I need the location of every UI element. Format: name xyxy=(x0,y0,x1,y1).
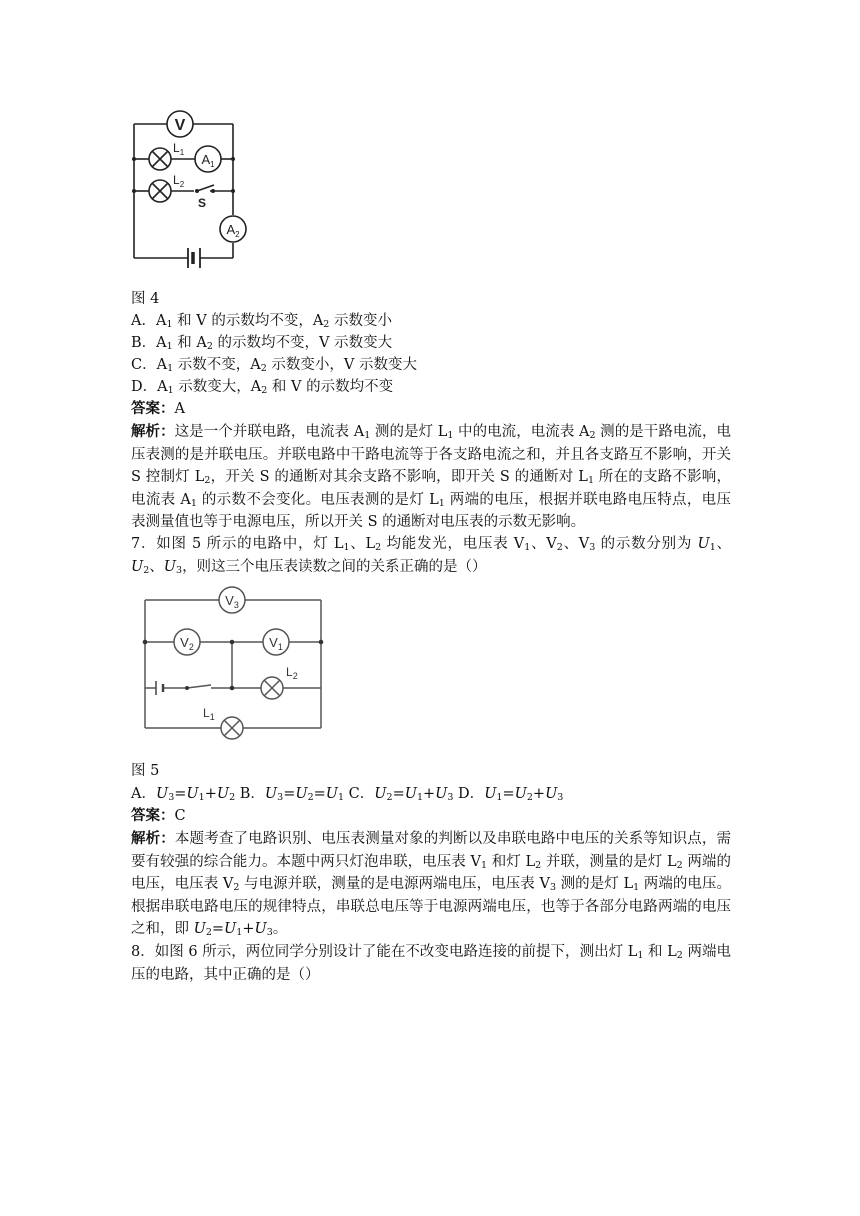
q7-analysis: 解析：本题考查了电路识别、电压表测量对象的判断以及串联电路中电压的关系等知识点，需要有较强的综合能力。本题中两只灯泡串联，电压表 $V_1$ 和灯 $L_2$ 并联，测量的是灯 $L_2$ 两端的电压，电压表 $V_2$ 与电源并联，测量的是电源两端电压，电压表 $V_3$ 测的是灯 $L_1$ 两端的电压。根据串联电路电压的规律特点，串联总电压等于电源两端电压，也等于各部分电路两端的电压之和，即 $U_2=U_1+U_3$。 xyxy=(131,830,732,938)
a2-meter-label: $A_2$ xyxy=(226,222,240,239)
q6-answer: 答案：A xyxy=(131,400,185,417)
q7-options: A．$U_3=U_1+U_2$ B．$U_3=U_2=U_1$ C．$U_2=U_1+U_3$ D．$U_1=U_2+U_3$ xyxy=(131,786,564,803)
v1-meter-label: $V_1$ xyxy=(269,635,283,652)
v2-meter-label: $V_2$ xyxy=(180,635,194,652)
q7-answer: 答案：C xyxy=(131,807,186,824)
q6-option-a: A．$A_1$ 和 V 的示数均不变，$A_2$ 示数变小 xyxy=(131,313,392,330)
l2-label: $L_2$ xyxy=(173,173,185,189)
figure-5-caption: 图 5 xyxy=(131,763,160,779)
v-meter-label: V xyxy=(174,117,186,134)
q6-option-c: C．$A_1$ 示数不变，$A_2$ 示数变小，V 示数变大 xyxy=(131,357,417,374)
v3-meter-label: $V_3$ xyxy=(225,593,239,610)
q6-option-d: D．$A_1$ 示数变大，$A_2$ 和 V 的示数均不变 xyxy=(131,379,394,396)
q8-stem: 8．如图 6 所示，两位同学分别设计了能在不改变电路连接的前提下，测出灯 $L_1$ 和 $L_2$ 两端电压的电路，其中正确的是（） xyxy=(131,944,731,983)
l1-label: $L_1$ xyxy=(203,706,215,722)
q6-analysis: 解析：这是一个并联电路，电流表 $A_1$ 测的是灯 $L_1$ 中的电流，电流表 $A_2$ 测的是干路电流，电压表测的是并联电压。并联电路中干路电流等于各支路电流之和，并且各支路互不影响，开关 S 控制灯 $L_2$，开关 S 的通断对其余支路不影响，即开关 S 的通断对 $L_1$ 所在的支路不影响，电流表 $A_1$ 的示数不会变化。电压表测的是灯 $L_1$ 两端的电压，根据并联电路电压特点，电压表测量值也等于电源电压，所以开关 S 的通断对电压表的示数无影响。 xyxy=(131,423,732,530)
switch-label: S xyxy=(198,196,207,210)
a1-meter-label: $A_1$ xyxy=(201,152,215,169)
figure-5-circuit-diagram xyxy=(133,586,333,746)
l1-label: $L_1$ xyxy=(173,141,185,157)
figure-4-circuit-diagram xyxy=(126,110,256,278)
figure-4-caption: 图 4 xyxy=(131,291,160,307)
q7-stem: 7．如图 5 所示的电路中，灯 $L_1$、$L_2$ 均能发光，电压表 $V_1$、$V_2$、$V_3$ 的示数分别为 $U_1$、$U_2$、$U_3$，则这三个电压表读数之间的关系正确的是（） xyxy=(131,536,731,576)
l2-label: $L_2$ xyxy=(286,665,298,681)
q6-option-b: B．$A_1$ 和 $A_2$ 的示数均不变，V 示数变大 xyxy=(131,335,393,352)
